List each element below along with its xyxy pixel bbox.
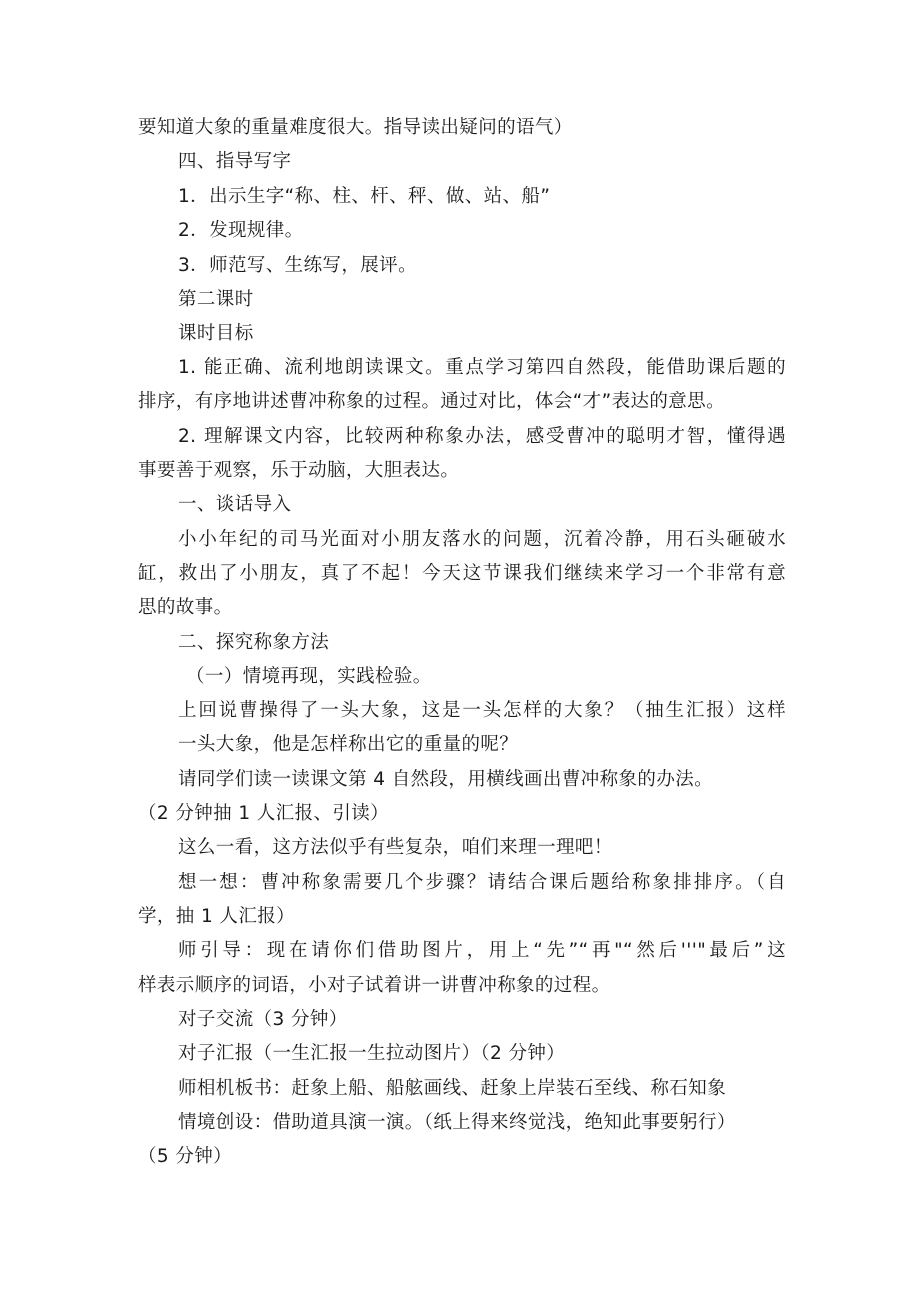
text-line-18: 上回说曹操得了一头大象，这是一头怎样的大象？（抽生汇报）这样: [178, 700, 786, 721]
text-line-22: 这么一看，这方法似乎有些复杂，咱们来理一理吧！: [178, 837, 613, 858]
text-line-23: 想一想：曹冲称象需要几个步骤？请结合课后题给称象排排序。（自: [178, 872, 786, 893]
heading-explore: 二、探究称象方法: [178, 632, 330, 653]
text-line-21: （2 分钟抽 1 人汇报、引读）: [138, 803, 390, 824]
text-line-5: 3．师范写、生练写，展评。: [178, 255, 417, 276]
text-line-26: 样表示顺序的词语，小对子试着讲一讲曹冲称象的过程。: [138, 975, 611, 996]
text-line-1: 要知道大象的重量难度很大。指导读出疑问的语气）: [138, 117, 573, 138]
text-line-14: 缸，救出了小朋友，真了不起！今天这节课我们继续来学习一个非常有意: [138, 563, 786, 584]
heading-second-lesson: 第二课时: [178, 289, 254, 310]
text-line-28: 对子汇报（一生汇报一生拉动图片）（2 分钟）: [178, 1043, 566, 1064]
text-line-13: 小小年纪的司马光面对小朋友落水的问题，沉着冷静，用石头砸破水: [178, 529, 786, 550]
text-line-15: 思的故事。: [138, 597, 233, 618]
text-line-3: 1．出示生字“称、柱、杆、秤、做、站、船”: [178, 186, 551, 207]
text-line-8: 1. 能正确、流利地朗读课文。重点学习第四自然段，能借助课后题的: [178, 357, 786, 378]
text-line-19: 一头大象，他是怎样称出它的重量的呢？: [178, 734, 519, 755]
heading-intro: 一、谈话导入: [178, 494, 292, 515]
text-line-11: 事要善于观察，乐于动脑，大胆表达。: [138, 460, 460, 481]
text-line-9: 排序，有序地讲述曹冲称象的过程。通过对比，体会“才”表达的意思。: [138, 391, 725, 412]
text-line-29: 师相机板书：赶象上船、船舷画线、赶象上岸装石至线、称石知象: [178, 1078, 727, 1099]
text-line-25: 师引导：现在请你们借助图片，用上“先”“再"“然后'''"最后”这: [178, 940, 786, 961]
text-line-20: 请同学们读一读课文第 4 自然段，用横线画出曹冲称象的办法。: [178, 769, 714, 790]
subheading-scene: （一）情境再现，实践检验。: [186, 666, 432, 687]
heading-writing: 四、指导写字: [178, 151, 292, 172]
text-line-4: 2．发现规律。: [178, 220, 304, 241]
text-line-24: 学，抽 1 人汇报）: [138, 906, 296, 927]
heading-lesson-goals: 课时目标: [178, 323, 254, 344]
text-line-31: （5 分钟）: [138, 1146, 233, 1167]
text-line-30: 情境创设：借助道具演一演。（纸上得来终觉浅，绝知此事要躬行）: [178, 1112, 736, 1133]
text-line-10: 2. 理解课文内容，比较两种称象办法，感受曹冲的聪明才智，懂得遇: [178, 426, 786, 447]
text-line-27: 对子交流（3 分钟）: [178, 1009, 348, 1030]
